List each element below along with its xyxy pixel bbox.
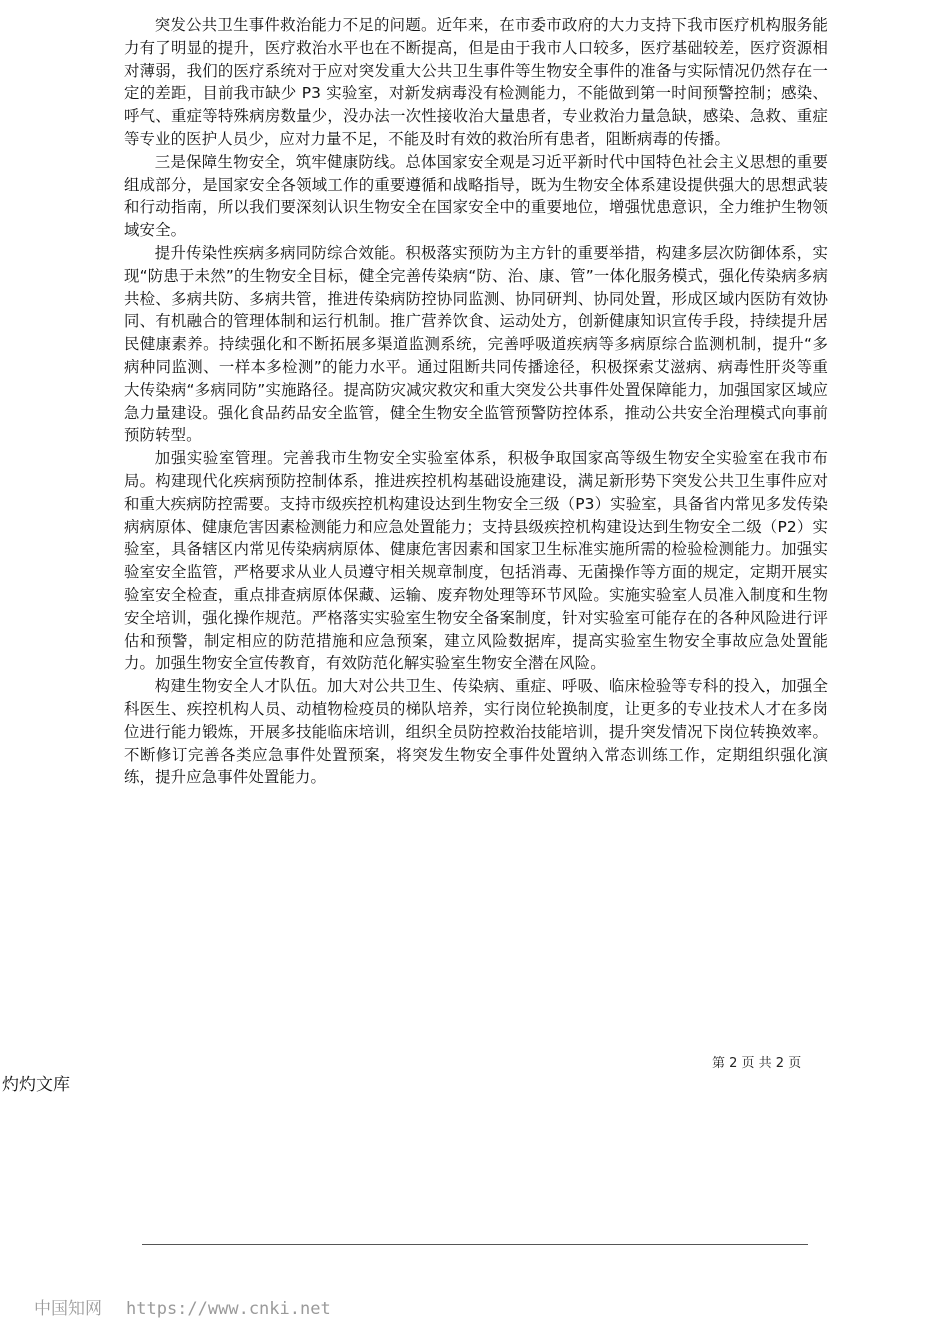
watermark-label: 灼灼文库 — [2, 1075, 70, 1095]
paragraph-disease-prevention: 提升传染性疾病多病同防综合效能。积极落实预防为主方针的重要举措，构建多层次防御体系，实现“防患于未然”的生物安全目标，健全完善传染病“防、治、康、管”一体化服务模式，强化传染病多病共检、多病共防、多病共管，推进传染病防控协同监测、协同研判、协同处置，形成区域内医防有效协同、有机融合的管理体制和运行机制。推广营养饮食、运动处方，创新健康知识宣传手段，持续提升居民健康素养。持续强化和不断拓展多渠道监测系统，完善呼吸道疾病等多病原综合监测机制，提升“多病种同监测、一样本多检测”的能力水平。通过阻断共同传播途径，积极探索艾滋病、病毒性肝炎等重大传染病“多病同防”实施路径。提高防灾减灾救灾和重大突发公共事件处置保障能力，加强国家区域应急力量建设。强化食品药品安全监管，健全生物安全监管预警防控体系，推动公共安全治理模式向事前预防转型。 — [124, 243, 828, 445]
paragraph-laboratory-management: 加强实验室管理。完善我市生物安全实验室体系，积极争取国家高等级生物安全实验室在我市布局。构建现代化疾病预防控制体系，推进疾控机构基础设施建设，满足新形势下突发公共卫生事件应对和重大疾病防控需要。支持市级疾控机构建设达到生物安全三级（P3）实验室，具备省内常见多发传染病病原体、健康危害因素检测能力和应急处置能力；支持县级疾控机构建设达到生物安全二级（P2）实验室，具备辖区内常见传染病病原体、健康危害因素和国家卫生标准实施所需的检验检测能力。加强实验室安全监管，严格要求从业人员遵守相关规章制度，包括消毒、无菌操作等方面的规定，定期开展实验室安全检查，重点排查病原体保藏、运输、废弃物处理等环节风险。实施实验室人员准入制度和生物安全培训，强化操作规范。严格落实实验室生物安全备案制度，针对实验室可能存在的各种风险进行评估和预警，制定相应的防范措施和应急预案，建立风险数据库，提高实验室生物安全事故应急处置能力。加强生物安全宣传教育，有效防范化解实验室生物安全潜在风险。 — [124, 449, 828, 673]
paragraph-biosafety-guarantee: 三是保障生物安全，筑牢健康防线。总体国家安全观是习近平新时代中国特色社会主义思想的重要组成部分，是国家安全各领域工作的重要遵循和战略指导，既为生物安全体系建设提供强大的思想武装和行动指南，所以我们要深刻认识生物安全在国家安全中的重要地位，增强忧患意识，全力维护生物领域安全。 — [124, 152, 828, 240]
paragraph-medical-capacity: 突发公共卫生事件救治能力不足的问题。近年来，在市委市政府的大力支持下我市医疗机构服务能力有了明显的提升，医疗救治水平也在不断提高，但是由于我市人口较多，医疗基础较差，医疗资源相对薄弱，我们的医疗系统对于应对突发重大公共卫生事件等生物安全事件的准备与实际情况仍然存在一定的差距，目前我市缺少 P3 实验室，对新发病毒没有检测能力，不能做到第一时间预警控制；感染、呼气、重症等特殊病房数量少，没办法一次性接收治大量患者，专业救治力量急缺，感染、急救、重症等专业的医护人员少，应对力量不足，不能及时有效的救治所有患者，阻断病毒的传播。 — [124, 16, 828, 148]
footer-site-name: 中国知网 — [34, 1299, 102, 1319]
document-body — [124, 14, 828, 789]
footer-site-url[interactable]: https://www.cnki.net — [126, 1299, 331, 1319]
page-number: 第 2 页 共 2 页 — [712, 1056, 802, 1071]
footer-source — [34, 1294, 331, 1319]
footer-divider — [142, 1244, 808, 1245]
paragraph-talent-team: 构建生物安全人才队伍。加大对公共卫生、传染病、重症、呼吸、临床检验等专科的投入，加强全科医生、疾控机构人员、动植物检疫员的梯队培养，实行岗位轮换制度，让更多的专业技术人才在多岗位进行能力锻炼，开展多技能临床培训，组织全员防控救治技能培训，提升突发情况下岗位转换效率。不断修订完善各类应急事件处置预案，将突发生物安全事件处置纳入常态训练工作，定期组织强化演练，提升应急事件处置能力。 — [124, 677, 828, 787]
